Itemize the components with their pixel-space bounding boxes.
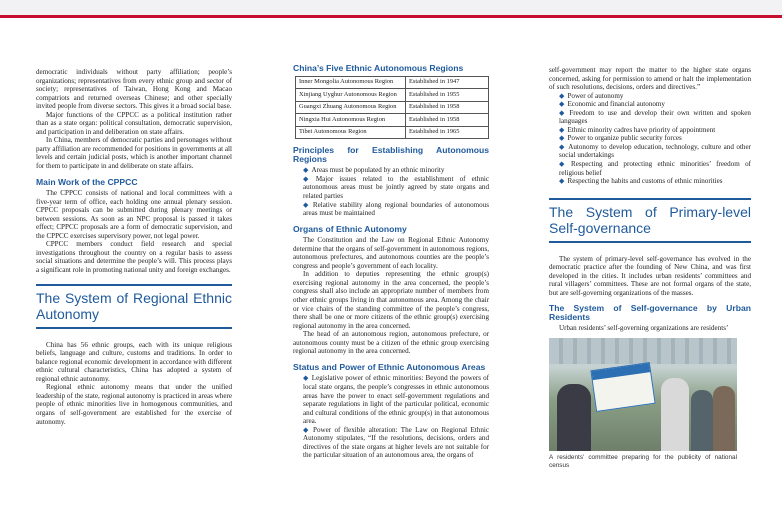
- column-left: [36, 68, 232, 426]
- list-item: ◆ Respecting and protecting ethnic minorities’ freedom of religious belief: [559, 160, 751, 177]
- table-cell: Ningxia Hui Autonomous Region: [296, 114, 406, 127]
- column-middle: [293, 64, 489, 460]
- section-heading-main-work: Main Work of the CPPCC: [36, 176, 138, 187]
- table-cell: Established in 1958: [406, 114, 489, 127]
- list-item: ◆ Ethnic minority cadres have priority of appointment: [559, 125, 716, 134]
- diamond-bullet-icon: ◆: [559, 177, 565, 186]
- paragraph: Regional ethnic autonomy means that under the unified leadership of the state, regional autonomy is practiced in areas where people of ethnic minorities live in homogenous communities, and organs of self-government are established for the exercise of autonomy.: [36, 383, 232, 426]
- table-row: [296, 126, 489, 139]
- autonomous-regions-table: [295, 76, 489, 140]
- paragraph: The CPPCC consists of national and local committees with a five-year term of office, each holding one annual plenary session. CPPCC proposals can be submitted during plenary meetings or between sessions. As soon as an NPC proposal is passed it takes effect; CPPCC proposals are a form of democratic supervision, and the CPPCC exercises supervisory power, not legal power.: [36, 189, 232, 240]
- diamond-bullet-icon: ◆: [559, 108, 567, 117]
- chapter-heading-primary-level-self-governance: The System of Primary-level Self-governance: [549, 198, 751, 243]
- diamond-bullet-icon: ◆: [559, 134, 565, 143]
- list-item: ◆ Autonomy to develop education, technology, culture and other social undertakings: [559, 142, 751, 160]
- photo-person: [691, 390, 713, 451]
- chapter-heading-regional-ethnic-autonomy: The System of Regional Ethnic Autonomy: [36, 284, 232, 329]
- diamond-bullet-icon: ◆: [559, 160, 569, 169]
- diamond-bullet-icon: ◆: [559, 91, 565, 100]
- section-heading-principles: Principles for Establishing Autonomous Regions: [293, 145, 489, 164]
- table-cell: Established in 1947: [406, 76, 489, 89]
- section-heading-organs: Organs of Ethnic Autonomy: [293, 223, 407, 234]
- list-item: ◆ Legislative power of ethnic minorities: Beyond the powers of local state organs, the people’s congresses in ethnic autonomous areas have the power to enact self-government regulations and separate regulations in light of the particular political, economic and cultural conditions of the ethnic group(s) in that autonomous area.: [303, 374, 489, 426]
- census-publicity-photo: [549, 338, 737, 451]
- page-top-band: [0, 0, 782, 18]
- table-row: [296, 76, 489, 89]
- paragraph: In China, members of democratic parties and personages without party affiliation are recommended for positions in governments at all levels and certain judicial posts, which is another important channel for them to participate in and deliberate on state affairs.: [36, 136, 232, 171]
- table-cell: Xinjiang Uyghur Autonomous Region: [296, 89, 406, 102]
- diamond-bullet-icon: ◆: [303, 425, 311, 434]
- paragraph: The head of an autonomous region, autonomous prefecture, or autonomous county must be a citizen of the ethnic group exercising regional autonomy in the area concerned.: [293, 330, 489, 356]
- diamond-bullet-icon: ◆: [559, 142, 566, 151]
- paragraph: The system of primary-level self-governance has evolved in the democratic practice after the founding of New China, and was first developed in the cities. It includes urban residents’ committees and rural villagers’ committees. These are not formal organs of the state, but are self-governing organizations of the masses.: [549, 254, 751, 297]
- photo-caption: A residents’ committee preparing for the publicity of national census: [549, 454, 737, 469]
- photo-person: [661, 378, 689, 451]
- table-row: [296, 101, 489, 114]
- list-item: ◆ Relative stability along regional boundaries of autonomous areas must be maintained: [303, 200, 489, 218]
- list-item: ◆ Areas must be populated by an ethnic minority: [303, 166, 445, 175]
- table-cell: Established in 1958: [406, 101, 489, 114]
- paragraph: China has 56 ethnic groups, each with its unique religious beliefs, language and culture, customs and traditions. In order to balance regional economic development in accordance with different ethnic cultural characteristics, China has adopted a system of regional ethnic autonomy.: [36, 340, 232, 383]
- paragraph: Major functions of the CPPCC as a political institution rather than as a state organ: political consultation, democratic supervision, and participation in and deliberation on state affairs.: [36, 110, 232, 136]
- list-item: ◆ Major issues related to the establishment of ethnic autonomous areas must be jointly agreed by state organs and related parties: [303, 174, 489, 201]
- table-cell: Established in 1955: [406, 89, 489, 102]
- paragraph: democratic individuals without party affiliation; people’s organizations; representatives from every ethnic group and sector of society; representatives of Taiwan, Hong Kong and Macao compatriots and returned overseas Chinese; and other specially invited people from diverse sectors. This gives it a broad social base.: [36, 68, 232, 111]
- diamond-bullet-icon: ◆: [303, 374, 309, 383]
- table-row: [296, 114, 489, 127]
- paragraph: CPPCC members conduct field research and special investigations throughout the country on a regular basis to assess social situations and determine the people’s will. This process plays a significant role in promoting national unity and foreign exchanges.: [36, 240, 232, 275]
- section-heading-status-power: Status and Power of Ethnic Autonomous Areas: [293, 361, 486, 372]
- paragraph: Urban residents’ self-governing organizations are residents’: [559, 324, 729, 333]
- column-right: [549, 66, 751, 469]
- table-cell: Established in 1965: [406, 126, 489, 139]
- table-row: [296, 89, 489, 102]
- list-item: ◆ Power to organize public security forces: [559, 134, 682, 143]
- list-item: ◆ Respecting the habits and customs of ethnic minorities: [559, 177, 723, 186]
- table-cell: Inner Mongolia Autonomous Region: [296, 76, 406, 89]
- list-item: ◆ Power of flexible alteration: The Law on Regional Ethnic Autonomy stipulates, “If the resolutions, decisions, orders and directives of the state organs at higher levels are not suitable for the particular situation of an autonomous area, the organs of: [303, 425, 489, 460]
- photo-notice-board: [590, 362, 655, 412]
- table-cell: Tibet Autonomous Region: [296, 126, 406, 139]
- list-item: ◆ Freedom to use and develop their own written and spoken languages: [559, 108, 751, 126]
- photo-person: [713, 386, 735, 451]
- list-item: ◆ Power of autonomy: [559, 91, 624, 100]
- diamond-bullet-icon: ◆: [559, 125, 565, 134]
- section-heading-urban-residents: The System of Self-governance by Urban Residents: [549, 303, 751, 322]
- table-cell: Guangxi Zhuang Autonomous Region: [296, 101, 406, 114]
- diamond-bullet-icon: ◆: [303, 200, 310, 209]
- diamond-bullet-icon: ◆: [303, 166, 309, 175]
- paragraph: In addition to deputies representing the ethnic group(s) exercising regional autonomy in the area concerned, the people’s congress shall also include an appropriate number of members from other ethnic groups living in that autonomous area. Among the chair or vice chairs of the standing committee of the people’s congress, there shall be one or more citizens of the ethnic group(s) exercising regional autonomy in the area concerned.: [293, 270, 489, 330]
- photo-person: [557, 384, 591, 451]
- photo-building-backdrop: [549, 338, 737, 364]
- paragraph: The Constitution and the Law on Regional Ethnic Autonomy determine that the organs of self-government in autonomous regions, autonomous prefectures, and autonomous counties are the people’s congress and people’s government of each locality.: [293, 236, 489, 270]
- paragraph: self-government may report the matter to the higher state organs concerned, asking for permission to amend or halt the implementation of such resolutions, decisions, orders and directives.”: [549, 66, 751, 92]
- list-item: ◆ Economic and financial autonomy: [559, 100, 665, 109]
- diamond-bullet-icon: ◆: [559, 100, 565, 109]
- diamond-bullet-icon: ◆: [303, 174, 313, 183]
- section-heading-five-regions: China’s Five Ethnic Autonomous Regions: [293, 63, 464, 73]
